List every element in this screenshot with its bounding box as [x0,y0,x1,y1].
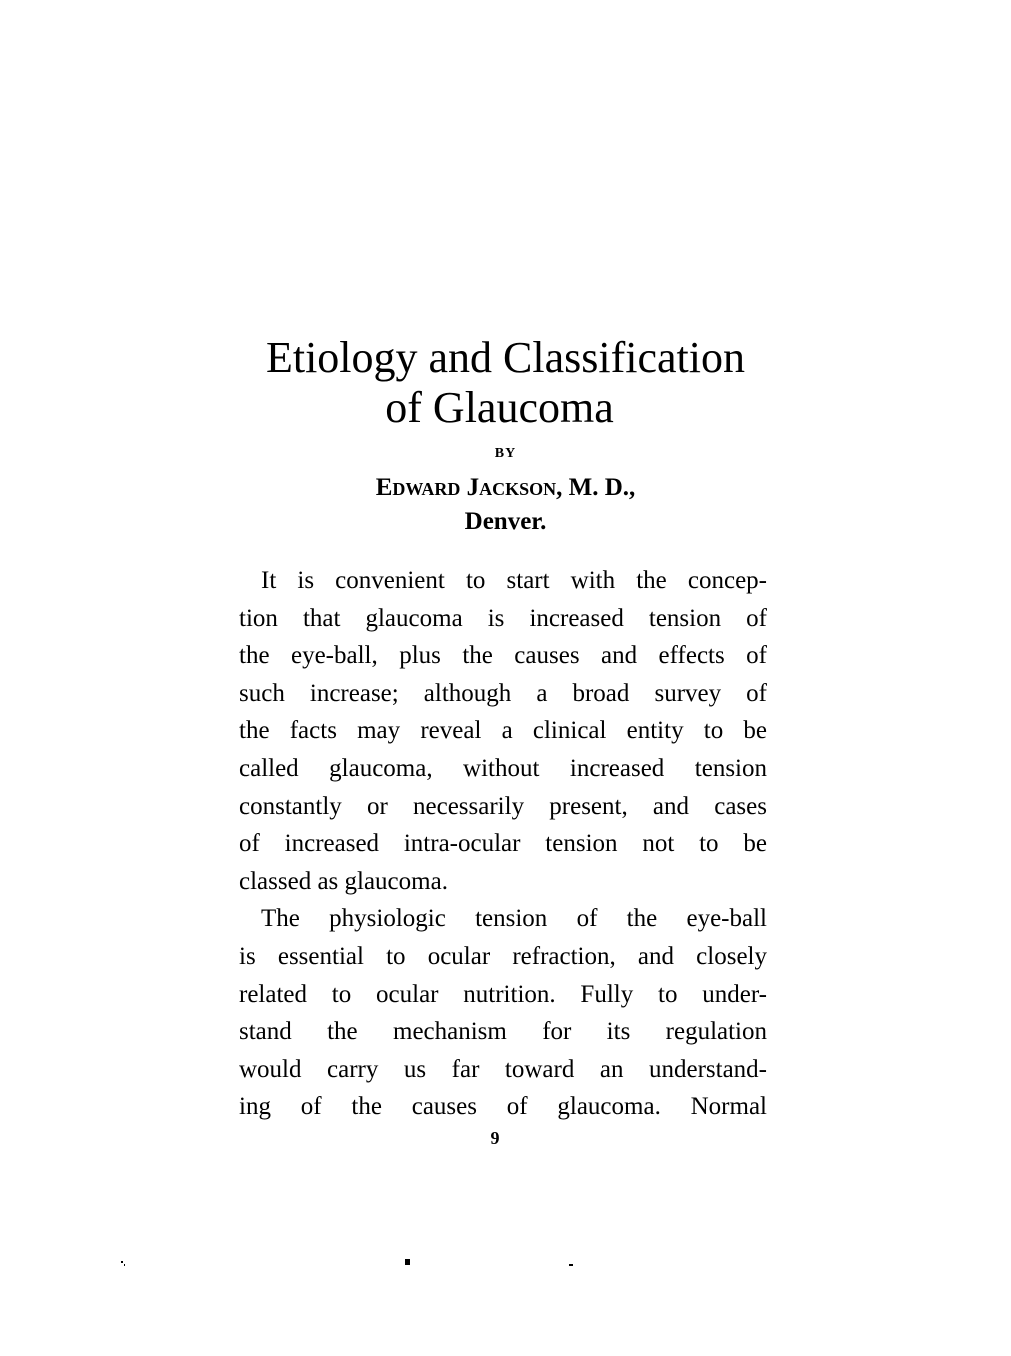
text-line: tion that glaucoma is increased tension of [239,604,767,632]
page-number: 9 [490,1128,500,1148]
paragraph-1 [239,562,767,900]
paragraph-2 [239,900,767,1126]
text-line: the facts may reveal a clinical entity to be [239,717,767,745]
byline-label: BY [494,446,517,461]
text-line: of increased intra-ocular tension not to be [239,830,767,858]
text-line: such increase; although a broad survey of [239,679,767,707]
text-line: ing of the causes of glaucoma. Normal [239,1093,767,1121]
text-line: related to ocular nutrition. Fully to under- [239,980,767,1008]
text-line: the eye-ball, plus the causes and effects of [239,642,767,670]
text-line: classed as glaucoma. [239,867,448,895]
text-line: constantly or necessarily present, and cases [239,792,767,820]
scan-speck [124,1264,125,1266]
text-line: stand the mechanism for its regulation [239,1018,767,1046]
author-location: Denver. [464,508,547,535]
title-line-1: Etiology and Classification [265,333,746,382]
title-line-2: of Glaucoma [385,383,614,432]
text-line: is essential to ocular refraction, and closely [239,942,767,970]
text-line: called glaucoma, without increased tension [239,754,767,782]
body-text [239,562,767,1126]
text-line: It is convenient to start with the concep- [261,567,767,594]
text-line: would carry us far toward an understand- [239,1055,767,1083]
scan-speck [405,1259,410,1265]
scan-dash [569,1264,573,1266]
text-line: The physiologic tension of the eye-ball [261,905,767,933]
author-name: Edward Jackson, M. D., [375,474,636,501]
scan-speck [121,1261,123,1263]
